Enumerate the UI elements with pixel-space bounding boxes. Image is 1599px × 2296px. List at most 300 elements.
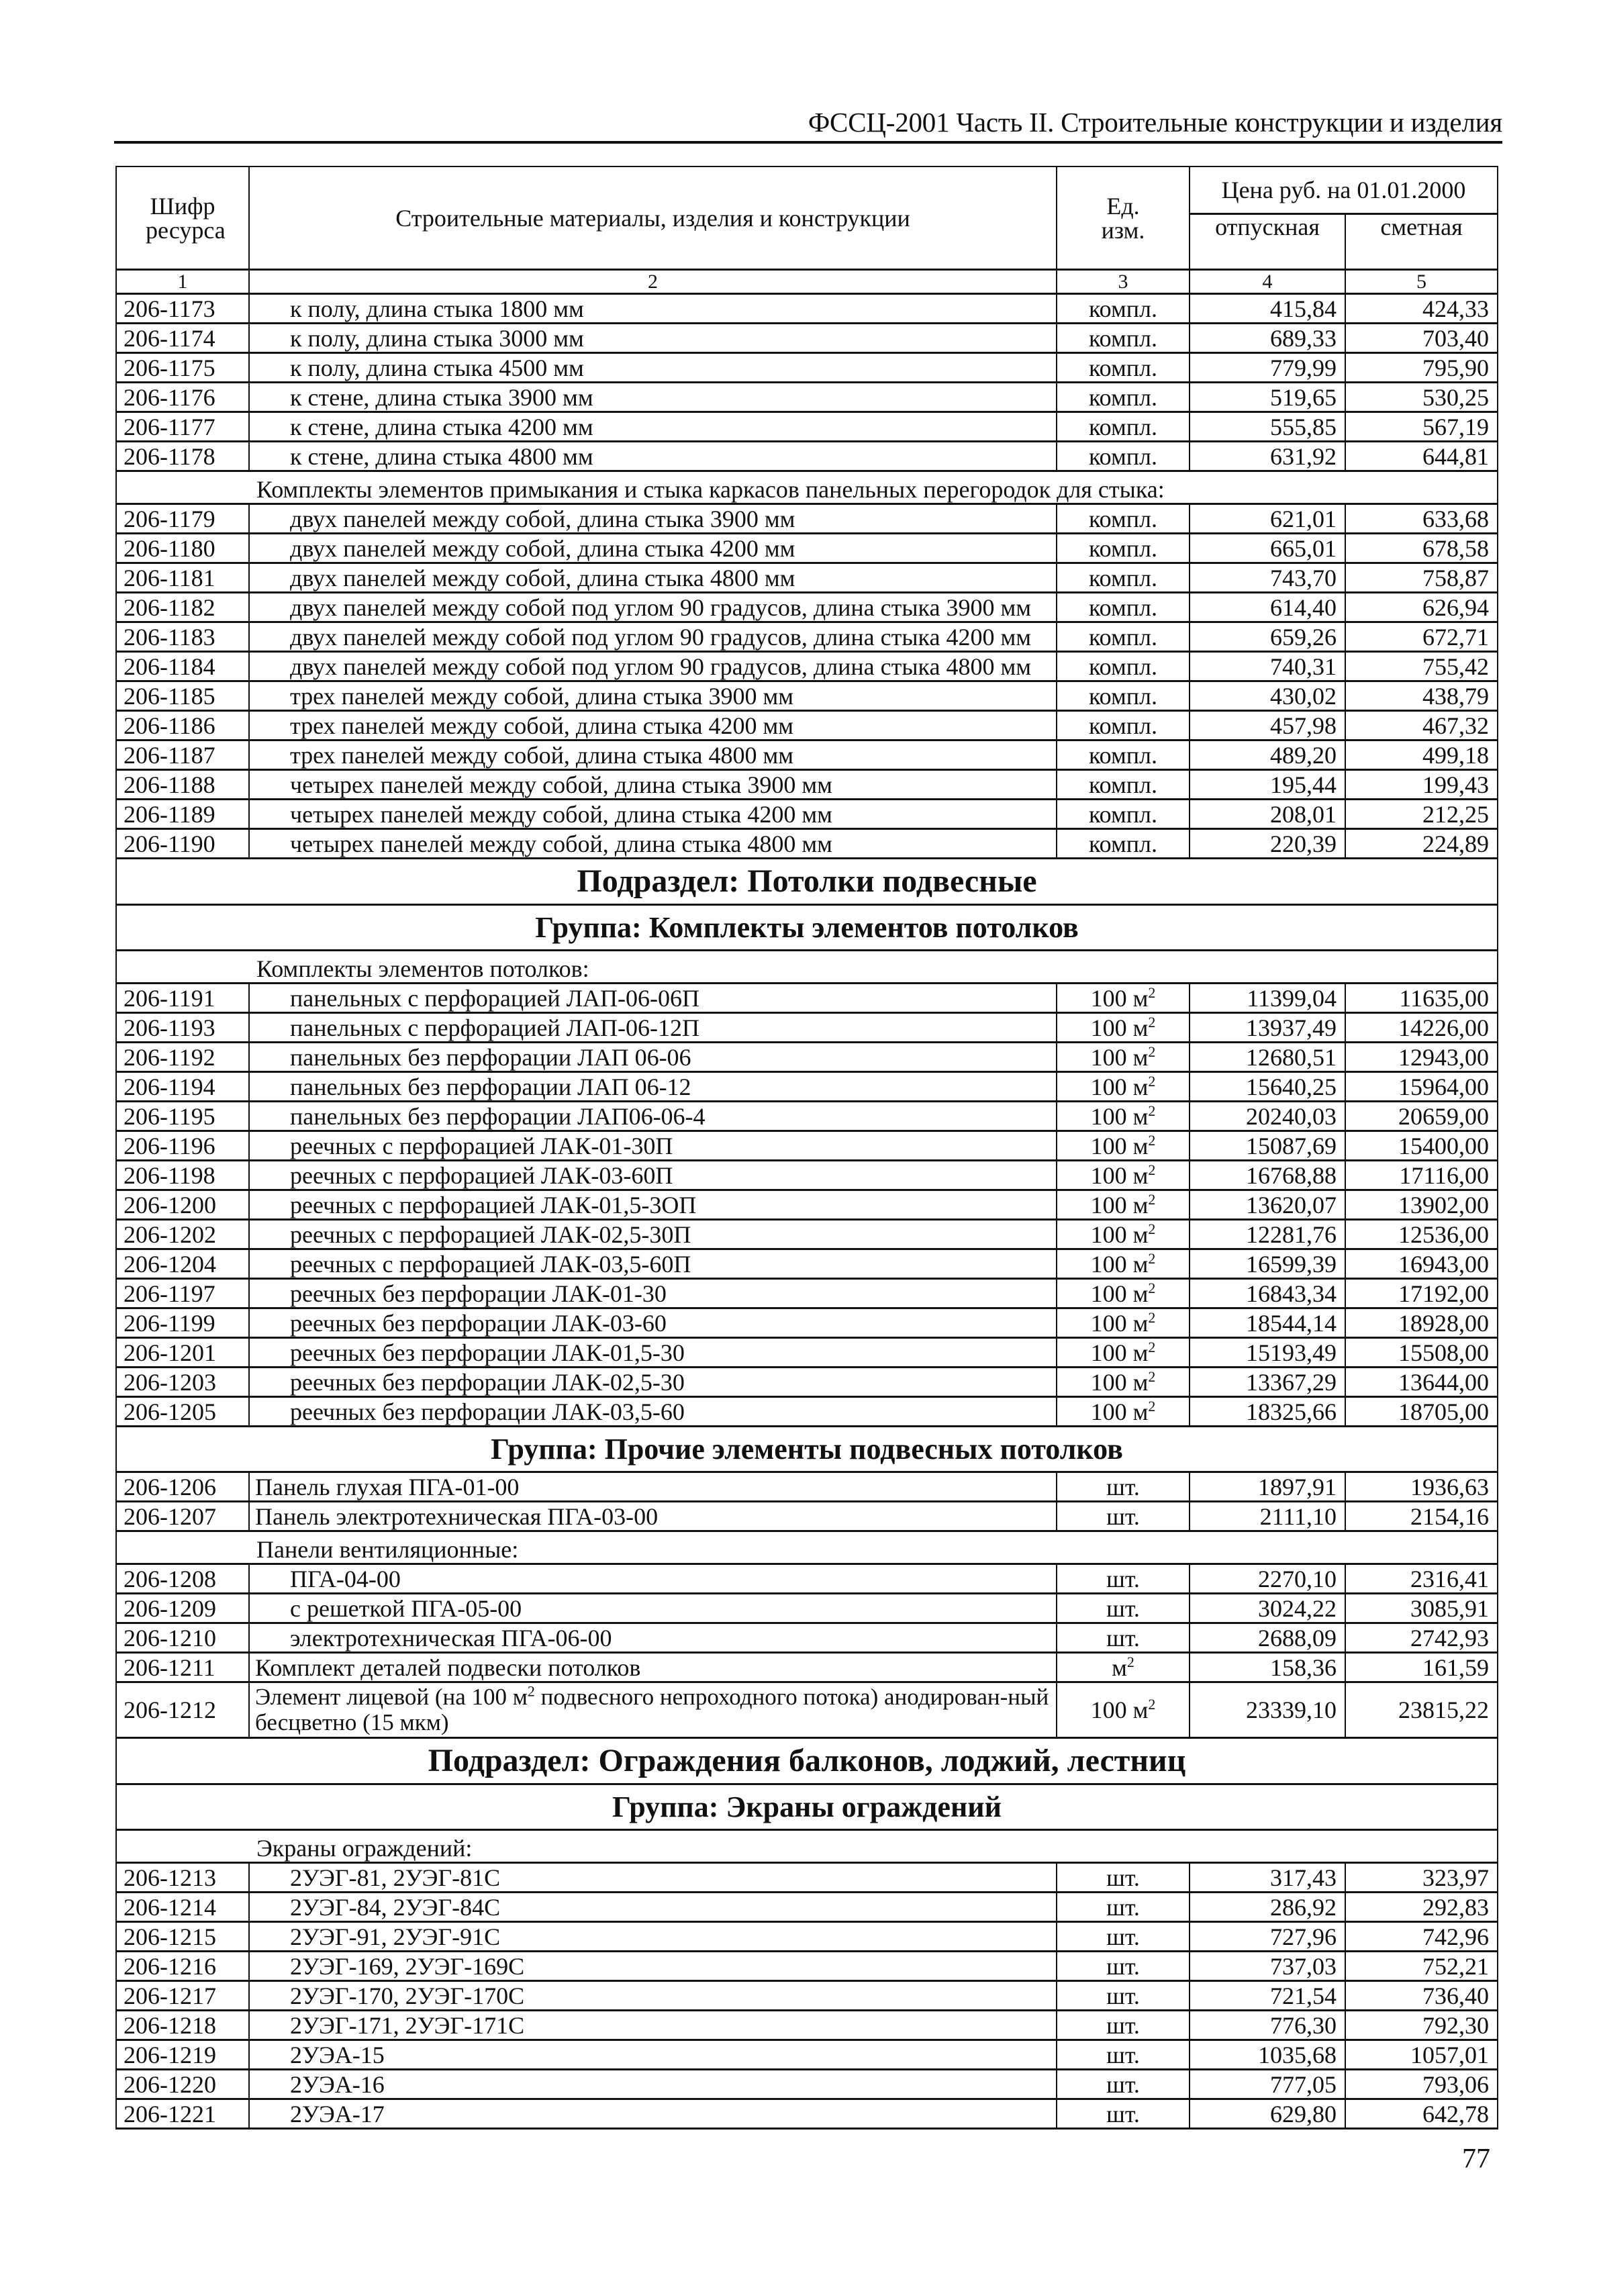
unit: [1057, 1308, 1190, 1338]
price-table: [115, 166, 1498, 2130]
price-release: 519,65: [1190, 383, 1345, 412]
price-release: 555,85: [1190, 412, 1345, 442]
price-estimate: 17192,00: [1345, 1279, 1498, 1308]
item-name: к стене, длина стыка 4800 мм: [249, 442, 1057, 471]
unit: [1057, 711, 1190, 740]
header-code: [116, 166, 249, 270]
item-name: четырех панелей между собой, длина стыка 3900 мм: [249, 770, 1057, 800]
price-release: 15087,69: [1190, 1131, 1345, 1161]
table-row: [116, 534, 1498, 563]
unit: [1057, 1952, 1190, 1981]
table-row: [116, 1564, 1498, 1594]
price-release: 1035,68: [1190, 2040, 1345, 2070]
resource-code: 206-1209: [116, 1594, 249, 1623]
resource-code: 206-1212: [116, 1682, 249, 1738]
unit: [1057, 1368, 1190, 1397]
unit-superscript: 2: [1148, 1338, 1156, 1355]
header-unit-label: Ед. изм.: [1101, 192, 1145, 244]
group-heading-row: [116, 1427, 1498, 1472]
unit: [1057, 1893, 1190, 1922]
resource-code: 206-1183: [116, 622, 249, 652]
item-name: 2УЭГ-84, 2УЭГ-84С: [249, 1893, 1057, 1922]
group-heading-row: [116, 905, 1498, 951]
price-estimate: 2154,16: [1345, 1502, 1498, 1531]
item-name: реечных с перфорацией ЛАК-03,5-60П: [249, 1249, 1057, 1279]
subheading-text: Комплекты элементов примыкания и стыка каркасов панельных перегородок для стыка:: [116, 471, 1498, 504]
unit: [1057, 2040, 1190, 2070]
unit-superscript: 2: [1148, 1279, 1156, 1296]
item-name: Панель электротехническая ПГА-03-00: [249, 1502, 1057, 1531]
price-estimate: 16943,00: [1345, 1249, 1498, 1279]
price-release: 15193,49: [1190, 1338, 1345, 1368]
price-release: 777,05: [1190, 2070, 1345, 2099]
price-estimate: 1057,01: [1345, 2040, 1498, 2070]
price-release: 23339,10: [1190, 1682, 1345, 1738]
resource-code: 206-1204: [116, 1249, 249, 1279]
resource-code: 206-1193: [116, 1013, 249, 1043]
resource-code: 206-1191: [116, 984, 249, 1013]
item-name: реечных без перфорации ЛАК-03-60: [249, 1308, 1057, 1338]
unit: [1057, 1502, 1190, 1531]
price-release: 629,80: [1190, 2099, 1345, 2129]
table-row: [116, 1249, 1498, 1279]
price-estimate: 736,40: [1345, 1981, 1498, 2011]
item-name: панельных без перфорации ЛАП06-06-4: [249, 1102, 1057, 1131]
header-code-label: Шифр ресурса: [146, 192, 226, 244]
item-name: панельных без перфорации ЛАП 06-12: [249, 1072, 1057, 1102]
price-release: 689,33: [1190, 324, 1345, 353]
unit-text: шт.: [1106, 2011, 1140, 2039]
table-row: [116, 442, 1498, 471]
column-number: 3: [1057, 270, 1190, 294]
unit-text: шт.: [1106, 1864, 1140, 1891]
price-estimate: 17116,00: [1345, 1161, 1498, 1190]
unit: [1057, 1922, 1190, 1952]
unit-text: шт.: [1106, 2100, 1140, 2127]
unit-superscript: 2: [1148, 1368, 1156, 1385]
price-estimate: 23815,22: [1345, 1682, 1498, 1738]
unit: [1057, 442, 1190, 471]
unit: [1057, 1072, 1190, 1102]
unit-text: 100 м: [1090, 1696, 1149, 1723]
price-release: 2111,10: [1190, 1502, 1345, 1531]
unit: [1057, 1190, 1190, 1220]
unit-text: компл.: [1089, 830, 1157, 857]
price-release: 286,92: [1190, 1893, 1345, 1922]
resource-code: 206-1201: [116, 1338, 249, 1368]
resource-code: 206-1188: [116, 770, 249, 800]
price-estimate: 530,25: [1345, 383, 1498, 412]
price-release: 3024,22: [1190, 1594, 1345, 1623]
price-estimate: 1936,63: [1345, 1472, 1498, 1502]
unit-text: 100 м: [1090, 1398, 1149, 1425]
item-name: трех панелей между собой, длина стыка 4800 мм: [249, 740, 1057, 770]
unit: [1057, 1653, 1190, 1682]
unit: [1057, 829, 1190, 859]
price-estimate: 795,90: [1345, 353, 1498, 383]
price-release: 20240,03: [1190, 1102, 1345, 1131]
unit: [1057, 800, 1190, 829]
item-name: двух панелей между собой под углом 90 градусов, длина стыка 3900 мм: [249, 593, 1057, 622]
table-row: [116, 2070, 1498, 2099]
subheading-row: [116, 951, 1498, 984]
item-name: четырех панелей между собой, длина стыка 4200 мм: [249, 800, 1057, 829]
item-name: двух панелей между собой под углом 90 градусов, длина стыка 4200 мм: [249, 622, 1057, 652]
item-name: к полу, длина стыка 3000 мм: [249, 324, 1057, 353]
group-heading: Группа: Комплекты элементов потолков: [116, 905, 1498, 951]
table-row: [116, 829, 1498, 859]
resource-code: 206-1173: [116, 294, 249, 324]
unit: [1057, 1249, 1190, 1279]
table-row: [116, 1102, 1498, 1131]
unit-text: компл.: [1089, 354, 1157, 381]
unit-text: шт.: [1106, 1565, 1140, 1592]
resource-code: 206-1189: [116, 800, 249, 829]
resource-code: 206-1208: [116, 1564, 249, 1594]
unit-superscript: 2: [1148, 1131, 1156, 1149]
resource-code: 206-1198: [116, 1161, 249, 1190]
unit: [1057, 412, 1190, 442]
unit: [1057, 1102, 1190, 1131]
subheading-text: Комплекты элементов потолков:: [116, 951, 1498, 984]
unit: [1057, 1338, 1190, 1368]
price-release: 743,70: [1190, 563, 1345, 593]
unit-text: шт.: [1106, 2070, 1140, 2098]
unit-text: компл.: [1089, 800, 1157, 828]
item-name: Комплект деталей подвески потолков: [249, 1653, 1057, 1682]
table-row: [116, 1594, 1498, 1623]
price-estimate: 2316,41: [1345, 1564, 1498, 1594]
item-name: реечных без перфорации ЛАК-02,5-30: [249, 1368, 1057, 1397]
unit: [1057, 1981, 1190, 2011]
resource-code: 206-1177: [116, 412, 249, 442]
resource-code: 206-1206: [116, 1472, 249, 1502]
item-name: к стене, длина стыка 3900 мм: [249, 383, 1057, 412]
unit-text: компл.: [1089, 682, 1157, 710]
unit: [1057, 1623, 1190, 1653]
unit: [1057, 1594, 1190, 1623]
item-name-part: Элемент лицевой (на 100 м: [255, 1683, 528, 1710]
resource-code: 206-1214: [116, 1893, 249, 1922]
unit-superscript: 2: [1148, 1072, 1156, 1090]
price-estimate: 161,59: [1345, 1653, 1498, 1682]
unit-text: компл.: [1089, 505, 1157, 532]
resource-code: 206-1199: [116, 1308, 249, 1338]
table-row: [116, 1981, 1498, 2011]
item-name: 2УЭА-17: [249, 2099, 1057, 2129]
unit-text: шт.: [1106, 1624, 1140, 1652]
resource-code: 206-1215: [116, 1922, 249, 1952]
price-release: 665,01: [1190, 534, 1345, 563]
unit-superscript: 2: [1148, 1161, 1156, 1178]
price-estimate: 678,58: [1345, 534, 1498, 563]
item-name: трех панелей между собой, длина стыка 4200 мм: [249, 711, 1057, 740]
resource-code: 206-1187: [116, 740, 249, 770]
unit-superscript: 2: [1148, 1220, 1156, 1237]
resource-code: 206-1203: [116, 1368, 249, 1397]
table-row: [116, 740, 1498, 770]
item-name: реечных с перфорацией ЛАК-02,5-30П: [249, 1220, 1057, 1249]
table-row: [116, 1952, 1498, 1981]
unit-superscript: 2: [1126, 1653, 1134, 1670]
price-estimate: 2742,93: [1345, 1623, 1498, 1653]
unit-text: 100 м: [1090, 1280, 1149, 1307]
unit-text: 100 м: [1090, 1014, 1149, 1041]
table-row: [116, 412, 1498, 442]
price-release: 659,26: [1190, 622, 1345, 652]
price-estimate: 703,40: [1345, 324, 1498, 353]
price-release: 13620,07: [1190, 1190, 1345, 1220]
unit: [1057, 294, 1190, 324]
table-row: [116, 1502, 1498, 1531]
unit-text: компл.: [1089, 534, 1157, 562]
header-name: Строительные материалы, изделия и конструкции: [249, 166, 1057, 270]
subheading-row: [116, 1531, 1498, 1564]
resource-code: 206-1192: [116, 1043, 249, 1072]
price-estimate: 212,25: [1345, 800, 1498, 829]
price-estimate: 14226,00: [1345, 1013, 1498, 1043]
unit: [1057, 1220, 1190, 1249]
resource-code: 206-1190: [116, 829, 249, 859]
column-number: 1: [116, 270, 249, 294]
price-release: 740,31: [1190, 652, 1345, 681]
unit-superscript: 2: [1148, 1249, 1156, 1267]
price-release: 13367,29: [1190, 1368, 1345, 1397]
item-name: четырех панелей между собой, длина стыка 4800 мм: [249, 829, 1057, 859]
unit: [1057, 622, 1190, 652]
unit-text: 100 м: [1090, 984, 1149, 1012]
item-name: Панель глухая ПГА-01-00: [249, 1472, 1057, 1502]
unit-text: шт.: [1106, 1923, 1140, 1950]
table-row: [116, 1161, 1498, 1190]
unit-text: компл.: [1089, 295, 1157, 322]
unit-text: компл.: [1089, 413, 1157, 440]
unit-text: компл.: [1089, 771, 1157, 798]
price-estimate: 13902,00: [1345, 1190, 1498, 1220]
column-number: 5: [1345, 270, 1498, 294]
page-number: 77: [1462, 2144, 1490, 2174]
unit-text: компл.: [1089, 712, 1157, 739]
column-number-row: [116, 270, 1498, 294]
unit-text: компл.: [1089, 623, 1157, 651]
item-name: реечных без перфорации ЛАК-01-30: [249, 1279, 1057, 1308]
resource-code: 206-1221: [116, 2099, 249, 2129]
unit-text: компл.: [1089, 564, 1157, 591]
price-estimate: 15508,00: [1345, 1338, 1498, 1368]
table-row: [116, 1368, 1498, 1397]
resource-code: 206-1202: [116, 1220, 249, 1249]
price-release: 721,54: [1190, 1981, 1345, 2011]
price-estimate: 633,68: [1345, 504, 1498, 534]
item-name: реечных с перфорацией ЛАК-03-60П: [249, 1161, 1057, 1190]
subheading-text: Панели вентиляционные:: [116, 1531, 1498, 1564]
price-release: 2270,10: [1190, 1564, 1345, 1594]
resource-code: 206-1179: [116, 504, 249, 534]
unit-superscript: 2: [1148, 1397, 1156, 1415]
resource-code: 206-1217: [116, 1981, 249, 2011]
table-row: [116, 593, 1498, 622]
table-row: [116, 1863, 1498, 1893]
unit: [1057, 2011, 1190, 2040]
unit-text: 100 м: [1090, 1102, 1149, 1130]
resource-code: 206-1186: [116, 711, 249, 740]
item-name: к полу, длина стыка 1800 мм: [249, 294, 1057, 324]
item-name: 2УЭА-16: [249, 2070, 1057, 2099]
price-release: 195,44: [1190, 770, 1345, 800]
resource-code: 206-1197: [116, 1279, 249, 1308]
price-estimate: 672,71: [1345, 622, 1498, 652]
group-heading-row: [116, 1784, 1498, 1830]
resource-code: 206-1219: [116, 2040, 249, 2070]
section-heading-row: [116, 859, 1498, 905]
item-name: к стене, длина стыка 4200 мм: [249, 412, 1057, 442]
table-row: [116, 1338, 1498, 1368]
price-release: 737,03: [1190, 1952, 1345, 1981]
resource-code: 206-1181: [116, 563, 249, 593]
table-row: [116, 1220, 1498, 1249]
price-release: 489,20: [1190, 740, 1345, 770]
item-name: реечных без перфорации ЛАК-03,5-60: [249, 1397, 1057, 1427]
table-row: [116, 622, 1498, 652]
price-release: 1897,91: [1190, 1472, 1345, 1502]
table-row: [116, 1682, 1498, 1738]
price-estimate: 15400,00: [1345, 1131, 1498, 1161]
unit: [1057, 324, 1190, 353]
price-release: 2688,09: [1190, 1623, 1345, 1653]
table-row: [116, 563, 1498, 593]
table-row: [116, 800, 1498, 829]
unit-text: шт.: [1106, 2041, 1140, 2068]
item-name: 2УЭГ-169, 2УЭГ-169С: [249, 1952, 1057, 1981]
price-estimate: 642,78: [1345, 2099, 1498, 2129]
price-estimate: 752,21: [1345, 1952, 1498, 1981]
price-release: 776,30: [1190, 2011, 1345, 2040]
table-row: [116, 1397, 1498, 1427]
resource-code: 206-1180: [116, 534, 249, 563]
price-release: 457,98: [1190, 711, 1345, 740]
unit-superscript: 2: [1148, 1102, 1156, 1119]
table-row: [116, 652, 1498, 681]
price-release: 727,96: [1190, 1922, 1345, 1952]
resource-code: 206-1205: [116, 1397, 249, 1427]
unit: [1057, 1863, 1190, 1893]
table-row: [116, 1653, 1498, 1682]
unit: [1057, 1161, 1190, 1190]
item-name: 2УЭА-15: [249, 2040, 1057, 2070]
page-header: [114, 101, 1502, 144]
price-release: 12680,51: [1190, 1043, 1345, 1072]
item-name: двух панелей между собой, длина стыка 4200 мм: [249, 534, 1057, 563]
resource-code: 206-1175: [116, 353, 249, 383]
table-row: [116, 383, 1498, 412]
table-row: [116, 1472, 1498, 1502]
unit: [1057, 2070, 1190, 2099]
unit-text: 100 м: [1090, 1339, 1149, 1366]
table-row: [116, 1279, 1498, 1308]
table-row: [116, 1013, 1498, 1043]
unit-text: 100 м: [1090, 1161, 1149, 1189]
price-estimate: 18705,00: [1345, 1397, 1498, 1427]
price-release: 614,40: [1190, 593, 1345, 622]
item-name: двух панелей между собой, длина стыка 4800 мм: [249, 563, 1057, 593]
item-name: двух панелей между собой под углом 90 градусов, длина стыка 4800 мм: [249, 652, 1057, 681]
item-name: [249, 1682, 1057, 1738]
unit-text: м: [1112, 1654, 1127, 1681]
resource-code: 206-1196: [116, 1131, 249, 1161]
unit-superscript: 2: [1148, 1043, 1156, 1060]
price-release: 317,43: [1190, 1863, 1345, 1893]
table-row: [116, 1072, 1498, 1102]
unit: [1057, 1279, 1190, 1308]
price-estimate: 499,18: [1345, 740, 1498, 770]
unit-text: 100 м: [1090, 1191, 1149, 1218]
table-row: [116, 1131, 1498, 1161]
unit-text: шт.: [1106, 1594, 1140, 1622]
resource-code: 206-1218: [116, 2011, 249, 2040]
header-unit: [1057, 166, 1190, 270]
price-estimate: 20659,00: [1345, 1102, 1498, 1131]
table-header: [116, 166, 1498, 294]
header-price-estimate: сметная: [1345, 214, 1498, 270]
price-release: 158,36: [1190, 1653, 1345, 1682]
unit-text: компл.: [1089, 442, 1157, 470]
price-release: 15640,25: [1190, 1072, 1345, 1102]
price-release: 18544,14: [1190, 1308, 1345, 1338]
item-name: панельных с перфорацией ЛАП-06-06П: [249, 984, 1057, 1013]
price-estimate: 3085,91: [1345, 1594, 1498, 1623]
price-estimate: 12536,00: [1345, 1220, 1498, 1249]
price-release: 779,99: [1190, 353, 1345, 383]
price-release: 16768,88: [1190, 1161, 1345, 1190]
column-number: 2: [249, 270, 1057, 294]
unit-superscript: 2: [1148, 984, 1156, 1001]
resource-code: 206-1213: [116, 1863, 249, 1893]
price-estimate: 626,94: [1345, 593, 1498, 622]
table-row: [116, 1308, 1498, 1338]
unit: [1057, 1564, 1190, 1594]
unit-text: 100 м: [1090, 1043, 1149, 1071]
table-row: [116, 770, 1498, 800]
price-estimate: 224,89: [1345, 829, 1498, 859]
resource-code: 206-1182: [116, 593, 249, 622]
resource-code: 206-1195: [116, 1102, 249, 1131]
resource-code: 206-1210: [116, 1623, 249, 1653]
price-release: 11399,04: [1190, 984, 1345, 1013]
unit-text: 100 м: [1090, 1221, 1149, 1248]
subheading-text: Экраны ограждений:: [116, 1830, 1498, 1863]
unit: [1057, 504, 1190, 534]
resource-code: 206-1184: [116, 652, 249, 681]
price-release: 631,92: [1190, 442, 1345, 471]
price-release: 12281,76: [1190, 1220, 1345, 1249]
header-price-group: Цена руб. на 01.01.2000: [1190, 166, 1498, 214]
unit-text: шт.: [1106, 1473, 1140, 1500]
subheading-row: [116, 471, 1498, 504]
unit-text: 100 м: [1090, 1250, 1149, 1278]
unit: [1057, 652, 1190, 681]
unit-text: компл.: [1089, 741, 1157, 769]
price-estimate: 758,87: [1345, 563, 1498, 593]
resource-code: 206-1185: [116, 681, 249, 711]
unit: [1057, 1397, 1190, 1427]
item-name: панельных без перфорации ЛАП 06-06: [249, 1043, 1057, 1072]
price-release: 208,01: [1190, 800, 1345, 829]
unit-text: компл.: [1089, 324, 1157, 352]
group-heading: Группа: Экраны ограждений: [116, 1784, 1498, 1830]
price-estimate: 13644,00: [1345, 1368, 1498, 1397]
table-row: [116, 1893, 1498, 1922]
table-row: [116, 2040, 1498, 2070]
